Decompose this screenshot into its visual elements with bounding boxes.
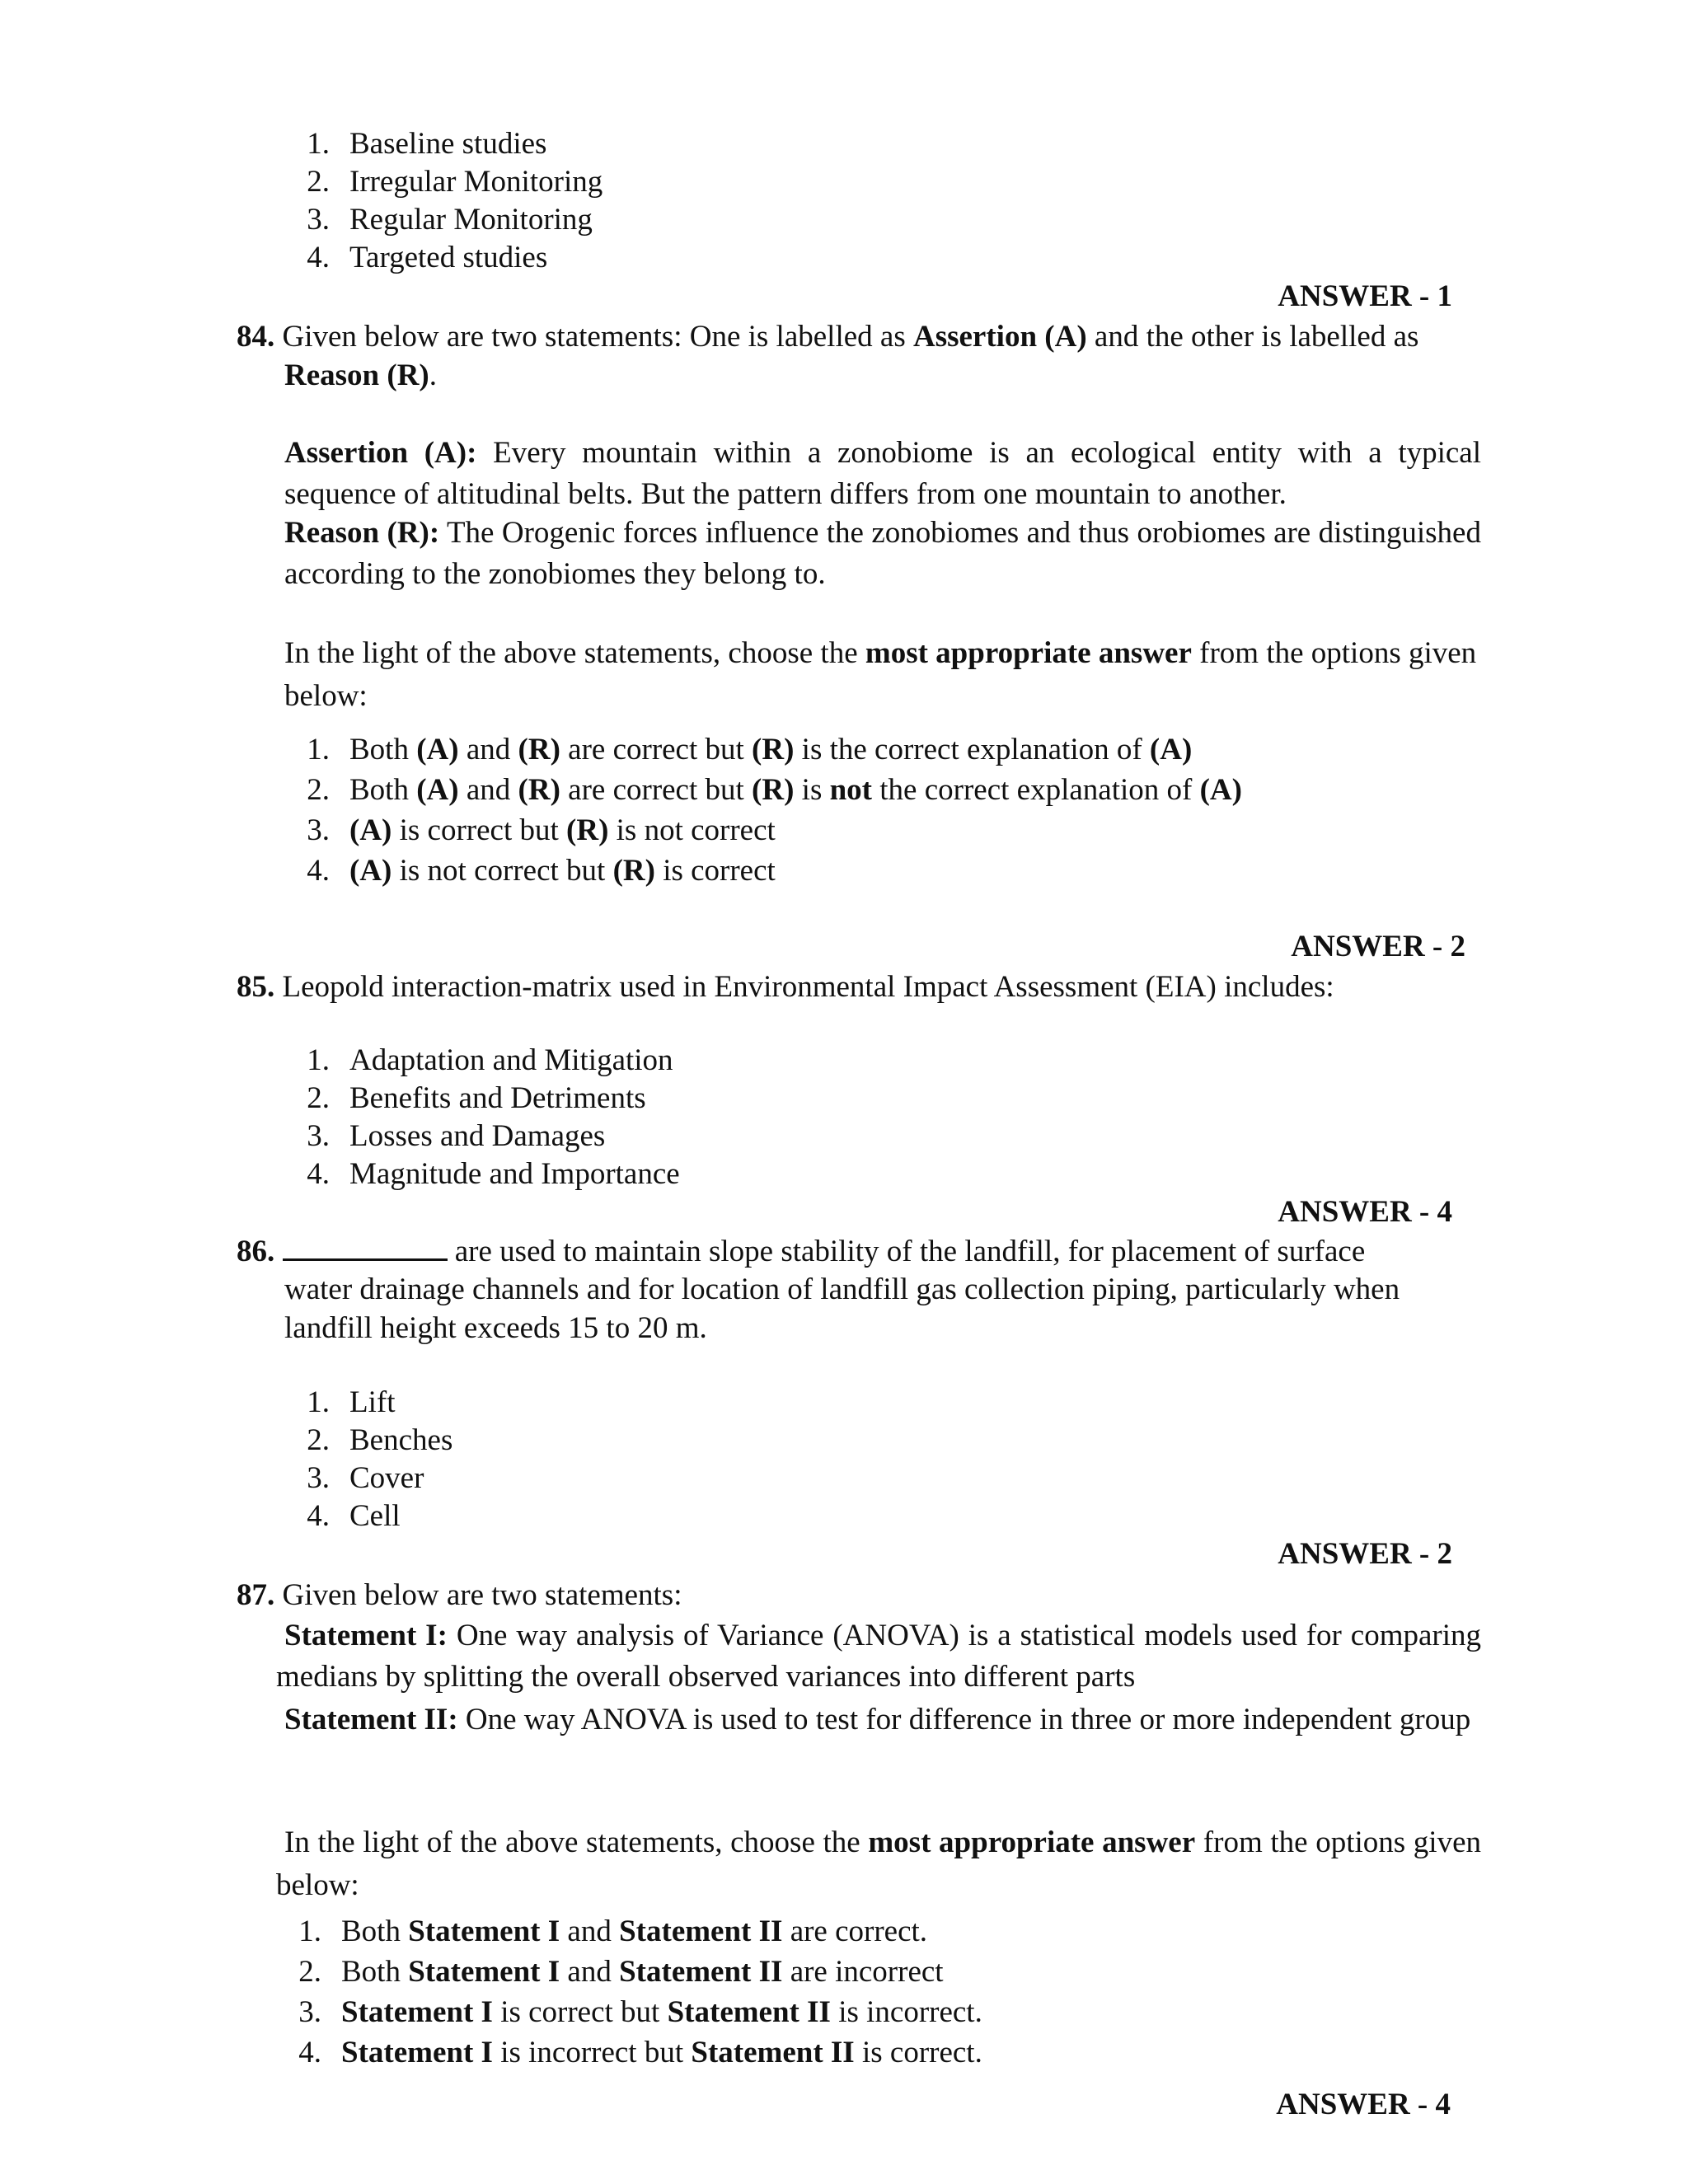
q85-option-4: 4. Magnitude and Importance (307, 1156, 680, 1191)
q87-prompt: In the light of the above statements, choose the most appropriate answer from the options given below: (276, 1825, 1481, 1902)
q87-answer: ANSWER - 4 (1276, 2088, 1451, 2121)
q85-answer: ANSWER - 4 (1278, 1195, 1452, 1229)
q83-answer: ANSWER - 1 (1278, 279, 1452, 313)
q83-option-2: 2. Irregular Monitoring (307, 164, 603, 199)
q86-line-2: water drainage channels and for location of landfill gas collection piping, particularly when (284, 1272, 1400, 1306)
q86-option-4: 4. Cell (307, 1498, 401, 1533)
q87-statement-2: Statement II: One way ANOVA is used to test for difference in three or more independent group (284, 1703, 1471, 1736)
q84-option-4: 4. (A) is not correct but (R) is correct (307, 854, 776, 888)
q83-option-4: 4. Targeted studies (307, 240, 548, 274)
q86-option-2: 2. Benches (307, 1422, 453, 1457)
q86-line-1: 86. are used to maintain slope stability of the landfill, for placement of surface (237, 1235, 1366, 1268)
q84-options (280, 730, 1242, 892)
q85-question: 85. Leopold interaction-matrix used in Environmental Impact Assessment (EIA) includes: (237, 970, 1334, 1004)
q84-question-cont: Reason (R). (284, 359, 437, 392)
q83-option-1: 1. Baseline studies (307, 126, 547, 161)
q83-option-3: 3. Regular Monitoring (307, 202, 593, 237)
q83-options (280, 125, 603, 277)
q84-prompt: In the light of the above statements, choose the most appropriate answer from the options given below: (284, 636, 1477, 713)
q86-option-3: 3. Cover (307, 1460, 424, 1495)
q87-option-2: 2. Both Statement I and Statement II are incorrect (298, 1955, 944, 1990)
q87-statement-1: Statement I: One way analysis of Variance (ANOVA) is a statistical models used for comparing medians by splitting the overall observed variances into different parts (276, 1619, 1481, 1694)
q87-option-1: 1. Both Statement I and Statement II are correct. (298, 1915, 928, 1949)
q84-option-3: 3. (A) is correct but (R) is not correct (307, 813, 776, 848)
fill-in-blank (283, 1235, 448, 1261)
q85-options (280, 1042, 680, 1193)
q86-answer: ANSWER - 2 (1278, 1537, 1452, 1571)
q87-option-4: 4. Statement I is incorrect but Statement II is correct. (298, 2036, 982, 2070)
q85-option-1: 1. Adaptation and Mitigation (307, 1043, 673, 1077)
q85-option-2: 2. Benefits and Detriments (307, 1080, 646, 1115)
q87-question: 87. Given below are two statements: (237, 1578, 682, 1612)
q85-option-3: 3. Losses and Damages (307, 1118, 606, 1153)
q84-answer: ANSWER - 2 (1291, 930, 1465, 963)
q87-number: 87. (237, 1578, 275, 1612)
q84-reason: Reason (R): The Orogenic forces influence the zonobiomes and thus orobiomes are distinguished according to the zonobiomes they belong to. (284, 516, 1481, 591)
q84-assertion: Assertion (A): Every mountain within a zonobiome is an ecological entity with a typical sequence of altitudinal belts. But the pattern differs from one mountain to another. (284, 436, 1481, 511)
q87-option-3: 3. Statement I is correct but Statement II is incorrect. (298, 1995, 982, 2030)
q86-number: 86. (237, 1235, 275, 1268)
q84-option-1: 1. Both (A) and (R) are correct but (R) is the correct explanation of (A) (307, 733, 1193, 767)
q86-option-1: 1. Lift (307, 1385, 396, 1419)
q86-options (280, 1384, 452, 1535)
q86-line-3: landfill height exceeds 15 to 20 m. (284, 1311, 707, 1345)
q87-options (272, 1912, 982, 2074)
q84-number: 84. (237, 320, 275, 354)
q85-number: 85. (237, 970, 275, 1004)
q84-option-2: 2. Both (A) and (R) are correct but (R) is not the correct explanation of (A) (307, 773, 1242, 808)
q84-question: 84. Given below are two statements: One is labelled as Assertion (A) and the other is labelled as (237, 320, 1419, 354)
